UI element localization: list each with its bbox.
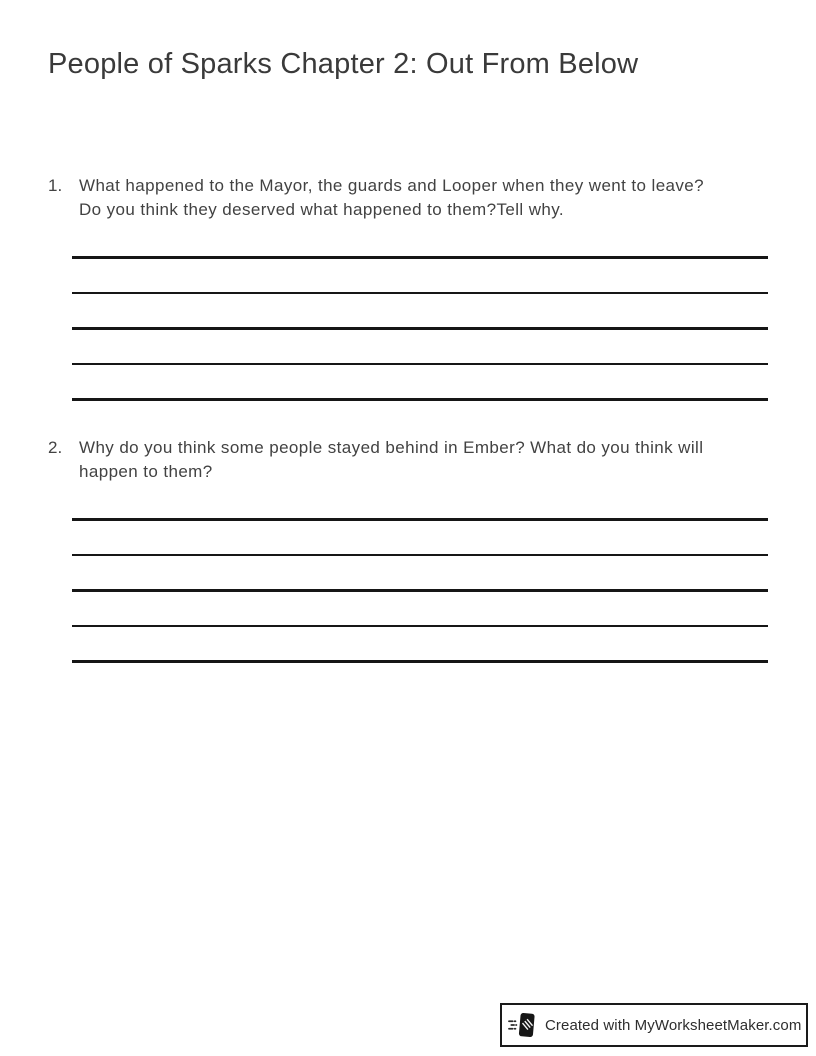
answer-line [72,327,768,330]
question-text: Why do you think some people stayed behind in Ember? What do you think will happen to them? [79,438,704,481]
answer-line [72,625,768,628]
badge-text: Created with MyWorksheetMaker.com [545,1016,802,1034]
answer-line [72,660,768,663]
question-number: 2. [48,438,63,457]
answer-lines [72,518,768,663]
answer-lines [72,256,768,401]
question-block [48,174,770,401]
worksheet-title: People of Sparks Chapter 2: Out From Below [48,48,639,80]
answer-line [72,554,768,557]
worksheet-maker-logo-icon [508,1010,538,1040]
answer-line [72,256,768,259]
question-text: What happened to the Mayor, the guards and Looper when they went to leave? Do you think they deserved what happened to them?Tell why. [79,176,705,219]
question-row [48,174,770,222]
question-row [48,436,770,484]
answer-line [72,292,768,295]
answer-line [72,589,768,592]
question-number: 1. [48,176,63,195]
worksheet-maker-badge[interactable] [500,1003,808,1047]
question-block [48,436,770,663]
answer-line [72,398,768,401]
answer-line [72,363,768,366]
answer-line [72,518,768,521]
